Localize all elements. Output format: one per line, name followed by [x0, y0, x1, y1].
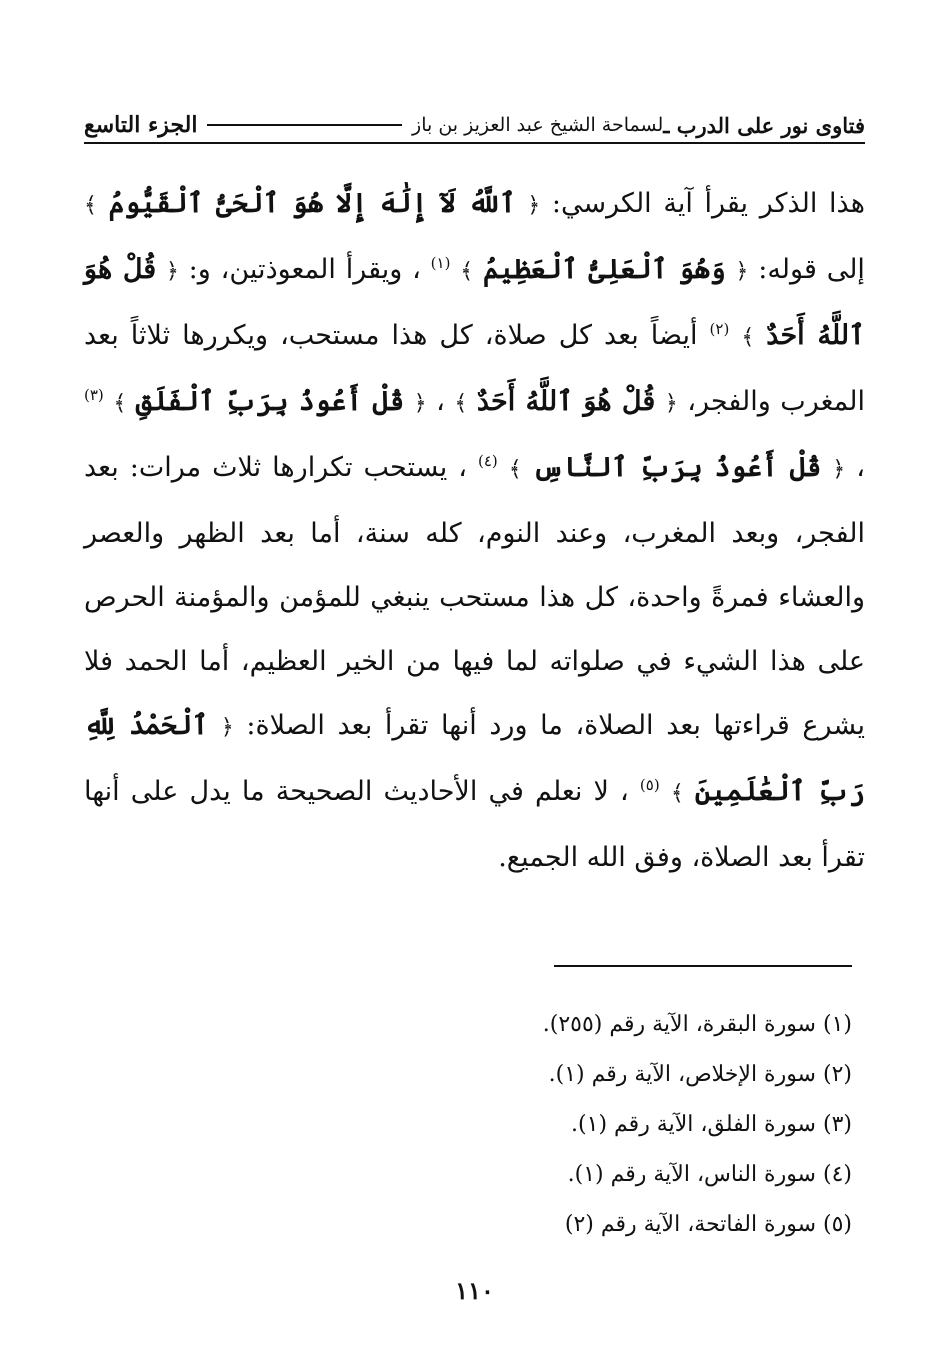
quran-verse: قُلْ هُوَ ٱللَّهُ أَحَدٌ	[84, 254, 865, 351]
footnote-item: (٢) سورة الإخلاص، الآية رقم (١).	[548, 1062, 852, 1087]
volume-title: الجزء التاسع	[84, 112, 198, 138]
verse-close-ornament: ﴾	[454, 391, 468, 416]
verse-open-ornament: ﴿	[413, 391, 427, 416]
book-title: فتاوى نور على الدرب ـ	[663, 112, 865, 138]
footnote-item: (٣) سورة الفلق، الآية رقم (١).	[571, 1112, 852, 1137]
footnote-ref: (٥)	[639, 776, 660, 794]
verse-close-ornament: ﴾	[84, 193, 97, 218]
quran-verse: وَهُوَ ٱلْعَلِىُّ ٱلْعَظِيمُ	[482, 254, 726, 285]
fatwa-text	[84, 172, 865, 890]
verse-open-ornament: ﴿	[527, 193, 541, 218]
verse-close-ornament: ﴾	[741, 325, 755, 350]
verse-close-ornament: ﴾	[113, 391, 127, 416]
footnote-ref: (١)	[430, 254, 451, 272]
text-segment: ، لا نعلم في الأحاديث الصحيحة ما يدل على أنها تقرأ بعد الصلاة، وفق الله الجميع.	[84, 776, 865, 873]
footnotes	[84, 1000, 852, 1250]
verse-close-ornament: ﴾	[508, 457, 522, 482]
verse-open-ornament: ﴿	[220, 715, 234, 740]
footnote-item: (١) سورة البقرة، الآية رقم (٢٥٥).	[542, 1012, 852, 1037]
text-segment: ، يستحب تكرارها ثلاث مرات: بعد الفجر، وبعد المغرب، وعند النوم، كله سنة، أما بعد الظهر والعصر والعشاء فمرةً واحدة، كل هذا مستحب ينبغي للمؤمن والمؤمنة الحرص على هذا الشيء في صلواته لما فيها من الخير العظيم، أما الحمد فلا يشرع قراءتها بعد الصلاة، ما ورد أنها تقرأ بعد الصلاة:	[84, 452, 865, 741]
header-rule	[207, 124, 402, 126]
quran-verse: قُلْ أَعُوذُ بِرَبِّ ٱلنَّاسِ	[532, 452, 822, 483]
footnote-ref: (٢)	[709, 320, 730, 338]
text-segment: ،	[845, 452, 866, 483]
text-segment: إلى قوله:	[748, 254, 865, 285]
running-header	[84, 108, 865, 144]
quran-verse: ٱلْحَمْدُ لِلَّهِ رَبِّ ٱلْعَٰلَمِينَ	[84, 710, 865, 807]
footnote-ref: (٣)	[84, 386, 104, 404]
text-segment: هذا الذكر يقرأ آية الكرسي:	[540, 188, 865, 219]
text-segment: ، ويقرأ المعوذتين، و:	[178, 254, 421, 285]
author-name: لسماحة الشيخ عبد العزيز بن باز	[412, 114, 664, 136]
text-segment: أيضاً بعد كل صلاة، كل هذا مستحب، ويكررها ثلاثاً بعد المغرب والفجر،	[84, 320, 865, 417]
footnote-separator	[554, 965, 852, 967]
page-number: ١١٠	[455, 1276, 494, 1305]
answer-paragraph	[84, 172, 865, 890]
verse-close-ornament: ﴾	[460, 259, 474, 284]
quran-verse: ٱللَّهُ لَآ إِلَٰهَ إِلَّا هُوَ ٱلْحَىُّ ٱلْقَيُّومُ	[108, 188, 516, 219]
footnote-item: (٤) سورة الناس، الآية رقم (١).	[567, 1162, 852, 1187]
verse-open-ornament: ﴿	[664, 391, 678, 416]
text-segment: ،	[426, 386, 445, 417]
verse-open-ornament: ﴿	[735, 259, 749, 284]
footnote-ref: (٤)	[477, 452, 498, 470]
verse-open-ornament: ﴿	[832, 457, 846, 482]
verse-open-ornament: ﴿	[165, 259, 179, 284]
quran-verse: قُلْ أَعُوذُ بِرَبِّ ٱلْفَلَقِ	[135, 386, 405, 417]
quran-verse: قُلْ هُوَ ٱللَّهُ أَحَدٌ	[476, 386, 656, 417]
footnote-item: (٥) سورة الفاتحة، الآية رقم (٢)	[564, 1212, 852, 1237]
verse-close-ornament: ﴾	[670, 781, 684, 806]
